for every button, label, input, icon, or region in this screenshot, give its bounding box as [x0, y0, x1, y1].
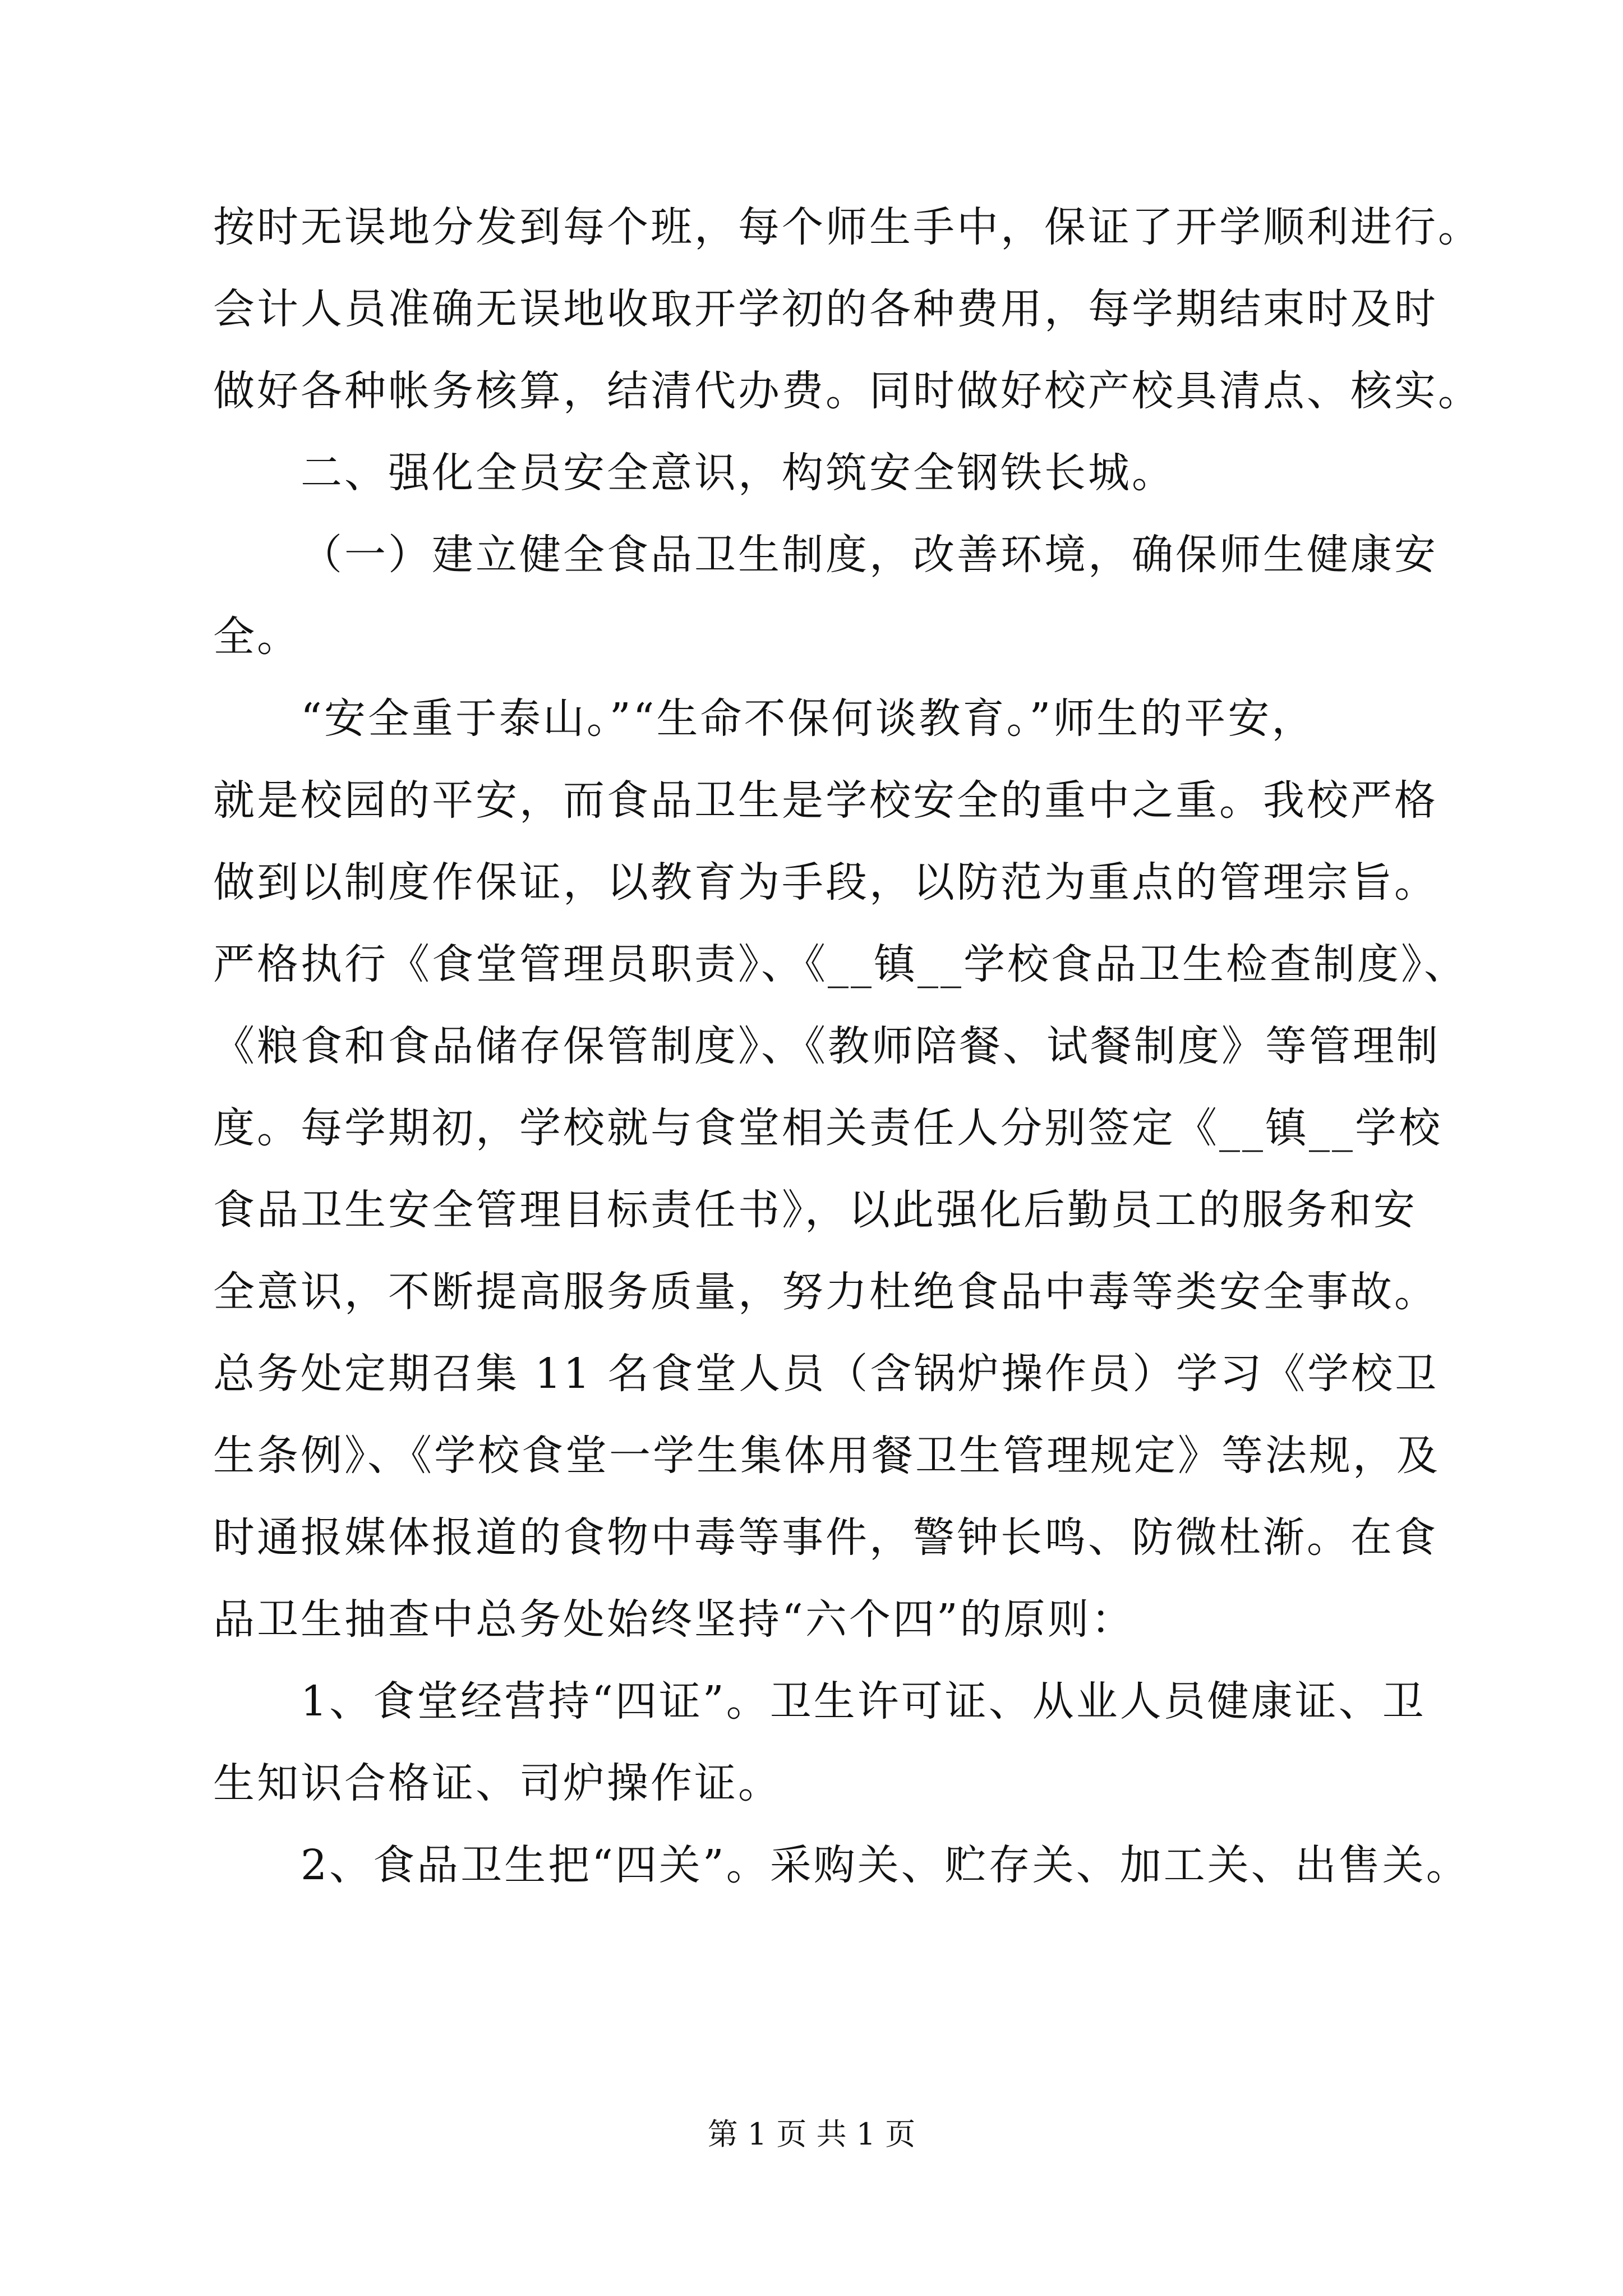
text-line: 全。: [213, 613, 301, 661]
text-line: 2、食品卫生把“四关”。采购关、贮存关、加工关、出售关。: [301, 1841, 1470, 1889]
text-line: 生条例》、《学校食堂一学生集体用餐卫生管理规定》等法规，及: [213, 1432, 1440, 1480]
text-line: 会计人员准确无误地收取开学初的各种费用，每学期结束时及时: [213, 285, 1438, 333]
text-line: 总务处定期召集 11 名食堂人员（含锅炉操作员）学习《学校卫: [213, 1350, 1439, 1398]
text-line: 全意识，不断提高服务质量，努力杜绝食品中毒等类安全事故。: [213, 1268, 1438, 1316]
text-line: 做好各种帐务核算，结清代办费。同时做好校产校具清点、核实。: [213, 367, 1482, 415]
section-heading: 二、强化全员安全意识，构筑安全钢铁长城。: [301, 449, 1175, 497]
text-line: 时通报媒体报道的食物中毒等事件，警钟长鸣、防微杜渐。在食: [213, 1513, 1438, 1562]
text-line: 严格执行《食堂管理员职责》、《__镇__学校食品卫生检查制度》、: [213, 940, 1468, 988]
text-line: 按时无误地分发到每个班，每个师生手中，保证了开学顺利进行。: [213, 203, 1482, 251]
text-line: 生知识合格证、司炉操作证。: [213, 1759, 782, 1807]
subsection-heading: （一）建立健全食品卫生制度，改善环境，确保师生健康安: [301, 531, 1438, 579]
text-line: 做到以制度作保证，以教育为手段，以防范为重点的管理宗旨。: [213, 858, 1438, 907]
text-line: 度。每学期初，学校就与食堂相关责任人分别签定《__镇__学校: [213, 1104, 1442, 1152]
text-line: 就是校园的平安，而食品卫生是学校安全的重中之重。我校严格: [213, 776, 1438, 825]
page-footer: 第 1 页 共 1 页: [707, 2116, 916, 2152]
text-line: 《粮食和食品储存保管制度》、《教师陪餐、试餐制度》等管理制: [213, 1022, 1440, 1070]
text-line: 品卫生抽查中总务处始终坚持“六个四”的原则：: [213, 1595, 1135, 1644]
text-line: 食品卫生安全管理目标责任书》，以此强化后勤员工的服务和安: [213, 1186, 1417, 1234]
text-line: “安全重于泰山。”“生命不保何谈教育。”师生的平安，: [301, 694, 1316, 743]
text-line: 1、食堂经营持“四证”。卫生许可证、从业人员健康证、卫: [301, 1677, 1426, 1726]
